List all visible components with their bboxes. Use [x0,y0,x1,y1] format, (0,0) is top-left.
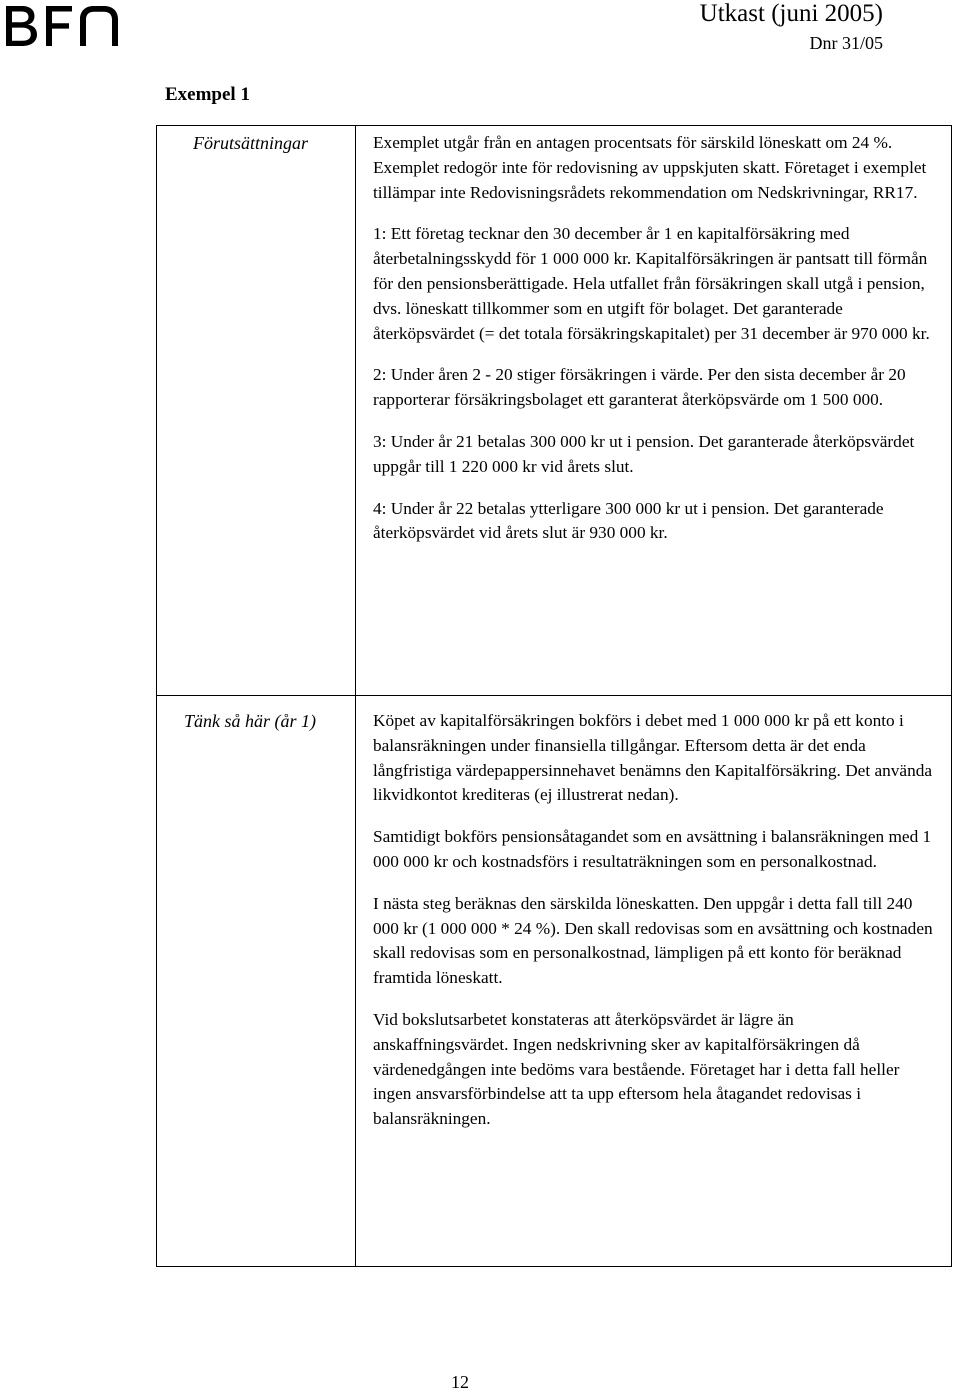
paragraph: Vid bokslutsarbetet konstateras att återköpsvärdet är lägre än anskaffningsvärdet. Ingen nedskrivning sker av kapitalförsäkringen då värdenedgången inte bedöms vara bestående. Företaget har i detta fall heller ingen ansvarsförbindelse att ta upp eftersom hela åtagandet redovisas i balansräkningen. [373,1009,900,1129]
paragraph: I nästa steg beräknas den särskilda löneskatten. Den uppgår i detta fall till 240 000 kr (1 000 000 * 24 %). Den skall redovisas som en avsättning och kostnaden skall redovisas som en personalkostnad, lämpligen på ett konto för beräknad framtida löneskatt. [373,893,933,988]
paragraph: 1: Ett företag tecknar den 30 december år 1 en kapitalförsäkring med återbetalningsskydd för 1 000 000 kr. Kapitalförsäkringen är pantsatt till förmån för den pensionsberättigade. Hela utfallet från försäkringen skall utgå i pension, dvs. löneskatt tillkommer som en utgift för bolaget. Det garanterade återköpsvärdet (= det totala försäkringskapitalet) per 31 december är 970 000 kr. [373,224,930,343]
page-number: 12 [451,1372,469,1392]
column-divider [355,125,356,1267]
paragraph: Köpet av kapitalförsäkringen bokförs i debet med 1 000 000 kr på ett konto i balansräkningen under finansiella tillgångar. Eftersom detta är det enda långfristiga värdepappersinnehavet benämns den Kapitalförsäkring. Det använda likvidkontot krediteras (ej illustrerat nedan). [373,711,933,805]
section-label-prerequisites: Förutsättningar [193,133,309,153]
paragraph: 3: Under år 21 betalas 300 000 kr ut i pension. Det garanterade återköpsvärdet uppgår till 1 220 000 kr vid årets slut. [373,431,915,476]
row-divider [156,695,952,696]
draft-title: Utkast (juni 2005) [699,0,883,27]
paragraph: Exemplet utgår från en antagen procentsats för särskild löneskatt om 24 %. Exemplet redogör inte för redovisning av uppskjuten skatt. Företaget i exemplet tillämpar inte Redovisningsrådets rekommendation om Nedskrivningar, RR17. [373,133,927,202]
bfn-logo [0,2,130,50]
section-content-prerequisites [373,131,933,546]
paragraph: Samtidigt bokförs pensionsåtagandet som en avsättning i balansräkningen med 1 000 000 kr och kostnadsförs i resultaträkningen som en personalkostnad. [373,827,932,871]
example-title: Exempel 1 [165,84,250,105]
section-content-think-like-this [373,709,933,1132]
reference-number: Dnr 31/05 [809,33,883,53]
paragraph: 2: Under åren 2 - 20 stiger försäkringen i värde. Per den sista december år 20 rapporterar försäkringsbolaget ett garanterat återköpsvärde om 1 500 000. [373,365,906,410]
document-header [700,0,883,54]
section-label-think-like-this: Tänk så här (år 1) [184,711,317,731]
paragraph: 4: Under år 22 betalas ytterligare 300 000 kr ut i pension. Det garanterade återköpsvärdet vid årets slut är 930 000 kr. [373,498,884,543]
